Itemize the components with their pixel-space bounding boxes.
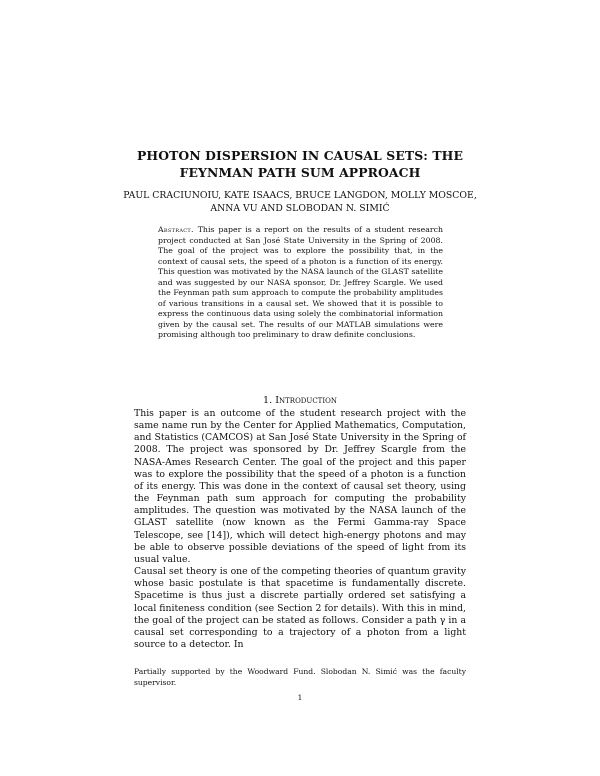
abstract-text: This paper is a report on the results of a student research project conducted at San José State University in the Spring of 2008. The goal of the project was to explore the possibility that, in the context of causal sets, the speed of a photon is a function of its energy. This question was motivated by the NASA launch of the GLAST satellite and was suggested by our NASA sponsor, Dr. Jeffrey Scargle. We used the Feynman path sum approach to compute the probability amplitudes of various transitions in a causal set. We showed that it is possible to express the continuous data using solely the combinatorial information given by the causal set. The results of our MATLAB simulations were promising although too preliminary to draw definite conclusions.	[158, 225, 443, 339]
paper-title	[100, 147, 500, 181]
paragraph-2: Causal set theory is one of the competing theories of quantum gravity whose basic postulate is that spacetime is fundamentally discrete. Spacetime is thus just a discrete partially ordered set satisfying a local finiteness condition (see Section 2 for details). With this in mind, the goal of the project can be stated as follows. Consider a path γ in a causal set corresponding to a trajectory of a photon from a light source to a detector. In	[134, 566, 466, 650]
section-number: 1.	[263, 395, 273, 406]
footnote	[134, 667, 466, 688]
section-title: Introduction	[275, 395, 337, 406]
title-line-2: FEYNMAN PATH SUM APPROACH	[179, 165, 421, 180]
abstract	[158, 225, 443, 341]
author-list	[80, 189, 520, 215]
page-number: 1	[297, 693, 303, 702]
authors-line-1: PAUL CRACIUNOIU, KATE ISAACS, BRUCE LANGDON, MOLLY MOSCOE,	[123, 190, 477, 201]
paragraph-1: This paper is an outcome of the student research project with the same name run by the Center for Applied Mathematics, Computation, and Statistics (CAMCOS) at San José State University in the Spring of 2008. The project was sponsored by Dr. Jeffrey Scargle from the NASA-Ames Research Center. The goal of the project and this paper was to explore the possibility that the speed of a photon is a function of its energy. This was done in the context of causal set theory, using the Feynman path sum approach for computing the probability amplitudes. The question was motivated by the NASA launch of the GLAST satellite (now known as the Fermi Gamma-ray Space Telescope, see [14]), which will detect high-energy photons and may be able to observe possible deviations of the speed of light from its usual value.	[134, 408, 466, 565]
body-text	[134, 408, 466, 651]
authors-line-2: ANNA VU AND SLOBODAN N. SIMIĆ	[210, 203, 390, 214]
title-line-1: PHOTON DISPERSION IN CAUSAL SETS: THE	[136, 148, 464, 163]
abstract-label: Abstract.	[158, 225, 194, 234]
footnote-text: Partially supported by the Woodward Fund. Slobodan N. Simić was the faculty supervisor.	[134, 667, 466, 687]
section-heading	[0, 395, 600, 406]
